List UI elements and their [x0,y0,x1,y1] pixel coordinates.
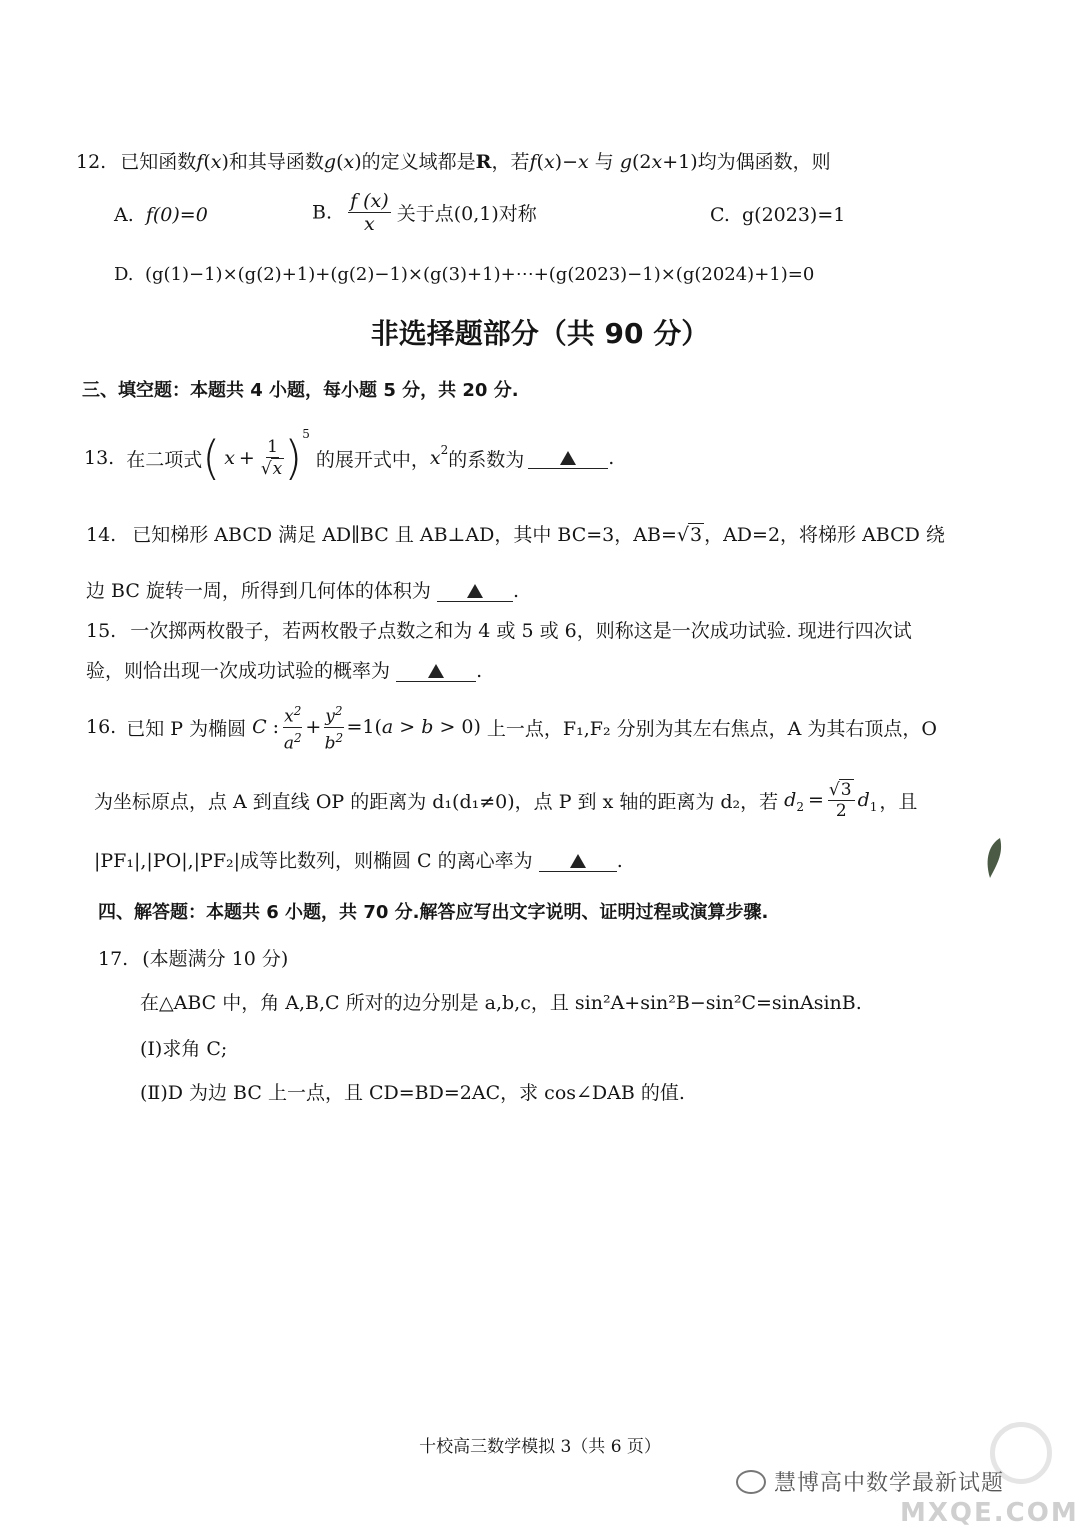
q13: 13. 在二项式 ( x + 1 √x ) $^5$ 的展开式中， x $^2$ 的系数为 . [84,427,615,485]
q14-answer-blank [437,581,513,602]
q17-header: 17. (本题满分 10 分) [98,948,289,970]
q12-option-c: C. g(2023)=1 [710,204,846,226]
q16-answer-blank [539,851,617,872]
q12-stem: 12. 已知函数f(x)和其导函数g(x)的定义域都是R，若f(x)−x 与 g(2x+1)均为偶函数，则 [76,151,831,173]
q16-line1: 16. 已知 P 为椭圆 C : $x^2$ $a^2$ + $\frac{y^2}{b^2}$ =1(a > b > 0) 上一点，F₁,F₂ 分别为其左右焦点，A 为其右顶点，O [86,698,937,756]
q13-answer-blank [528,448,608,469]
triangle-icon [560,451,576,465]
page-footer: 十校高三数学模拟 3（共 6 页） [419,1437,661,1457]
watermark-logo-mark [908,1412,1058,1482]
q14-line1: 14. 已知梯形 ABCD 满足 AD∥BC 且 AB⊥AD，其中 BC=3，AB=√3 ，AD=2，将梯形 ABCD 绕 [86,524,945,546]
triangle-icon [467,584,483,598]
section-title: 非选择题部分（共 90 分） [370,317,710,350]
watermark-logo: MXQE.COM [900,1498,1079,1528]
triangle-icon [428,664,444,678]
q13-left-paren: ( [202,431,221,485]
section-3-heading: 三、填空题：本题共 4 小题，每小题 5 分，共 20 分. [82,380,519,401]
q17-part-2: (Ⅱ)D 为边 BC 上一点，且 CD=BD=2AC，求 cos∠DAB 的值. [140,1082,685,1104]
q15-answer-blank [396,661,476,682]
wechat-icon [736,1470,766,1494]
leaf-icon [982,836,1006,880]
section-4-heading: 四、解答题：本题共 6 小题，共 70 分.解答应写出文字说明、证明过程或演算步骤. [98,902,769,923]
q16-line2: 为坐标原点，点 A 到直线 OP 的距离为 d₁(d₁≠0)，点 P 到 x 轴的距离为 d₂，若 d $_2$ = $\frac{√3}{2}$ d $_1$ ，且 [94,780,918,821]
q15-line1: 15. 一次掷两枚骰子，若两枚骰子点数之和为 4 或 5 或 6，则称这是一次成功试验. 现进行四次试 [86,620,912,642]
q14-line2: 边 BC 旋转一周，所得到几何体的体积为 . [86,580,520,602]
q16-line3: |PF₁|,|PO|,|PF₂|成等比数列，则椭圆 C 的离心率为 . [94,850,623,872]
q12-option-b: B. $\frac{f (x)}{x}$ 关于点(0,1)对称 [312,190,537,235]
q13-right-paren: ) [284,431,303,485]
q12-option-a: A. f(0)=0 [114,204,208,226]
q15-line2: 验，则恰出现一次成功试验的概率为 . [86,660,483,682]
triangle-icon [570,854,586,868]
watermark: 慧博高中数学最新试题 [736,1466,1004,1497]
q17-part-1: (Ⅰ)求角 C; [140,1038,228,1060]
q17-stem: 在△ABC 中，角 A,B,C 所对的边分别是 a,b,c，且 sin²A+sin²B−sin²C=sinAsinB. [140,992,862,1014]
q12-option-d: D. (g(1)−1)×(g(2)+1)+(g(2)−1)×(g(3)+1)+⋯+(g(2023)−1)×(g(2024)+1)=0 [114,264,815,285]
